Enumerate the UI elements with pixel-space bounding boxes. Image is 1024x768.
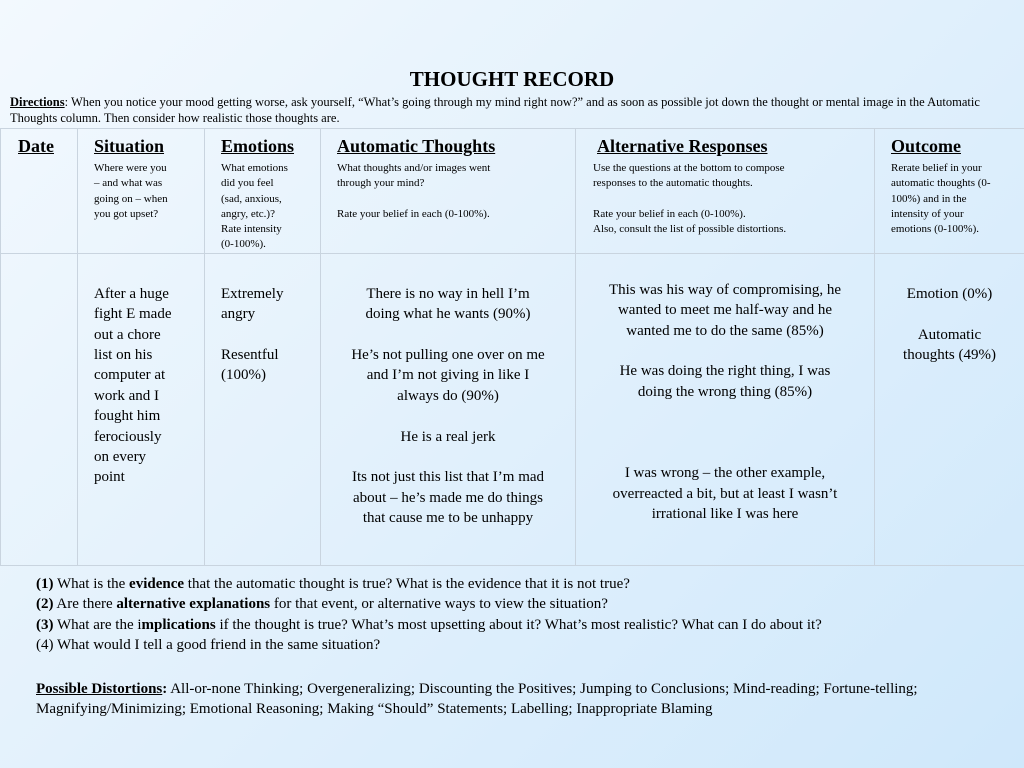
emotions-cell — [205, 253, 321, 565]
situation-value: After a huge fight E made out a chore list on his computer at work and I fought him ferociously on every point — [94, 285, 172, 486]
question-3-text-a: What are the i — [53, 616, 142, 633]
question-3-number: (3) — [36, 616, 54, 633]
emotions-header: Emotions — [221, 136, 295, 156]
situation-cell — [78, 253, 205, 565]
header-row — [1, 129, 1024, 254]
distortions-label: Possible Distortions — [36, 681, 163, 697]
thought-record-table — [0, 128, 1024, 566]
possible-distortions — [36, 679, 1024, 720]
outcome-description: Rerate belief in your automatic thoughts (0- 100%) and in the intensity of your emotions (0-100%). — [891, 162, 991, 236]
question-4: (4) What would I tell a good friend in the same situation? — [36, 637, 381, 654]
alternative-responses-description: Use the questions at the bottom to compose responses to the automatic thoughts. Rate your belief in each (0-100%). Also, consult the list of possible distortions. — [593, 162, 787, 236]
question-1-text-b: that the automatic thought is true? What is the evidence that it is not true? — [184, 576, 630, 592]
automatic-thoughts-cell — [321, 253, 576, 565]
distortions-line-1 — [36, 679, 1024, 699]
question-2-text-b: for that event, or alternative ways to view the situation? — [270, 596, 608, 613]
question-2-number: (2) — [36, 596, 54, 613]
distortions-list-2: Magnifying/Minimizing; Emotional Reasoning; Making “Should” Statements; Labelling; Inappropriate Blaming — [36, 701, 713, 718]
situation-header-cell — [78, 129, 205, 254]
date-cell — [1, 253, 78, 565]
situation-description: Where were you – and what was going on – when you got upset? — [94, 162, 168, 220]
date-header: Date — [18, 136, 54, 156]
alternative-responses-header-cell — [576, 129, 875, 254]
question-2 — [36, 594, 1024, 614]
alternative-responses-cell — [576, 253, 875, 565]
date-header-cell — [1, 129, 78, 254]
alternative-responses-value: This was his way of compromising, he wanted to meet me half-way and he wanted me to do the same (85%) He was doing the right thing, I was doing the wrong thing (85%) I was wrong – the other example, overreacted a bit, but at least I wasn’t irrational like I was here — [608, 281, 842, 523]
question-1-text-a: What is the — [53, 576, 130, 592]
automatic-thoughts-value: There is no way in hell I’m doing what he wants (90%) He’s not pulling one over on me and I’m not giving in like I always do (90%) He is a real jerk Its not just this list that I’m mad about – he’s made me do things that cause me to be unhappy — [351, 285, 545, 527]
question-1-number: (1) — [36, 576, 54, 592]
question-1 — [36, 574, 1024, 594]
automatic-thoughts-header: Automatic Thoughts — [337, 136, 496, 156]
distortions-list-1: All-or-none Thinking; Overgeneralizing; Discounting the Positives; Jumping to Conclusions; Mind-reading; Fortune-telling; — [167, 681, 918, 697]
alternative-responses-header: Alternative Responses — [597, 136, 768, 156]
question-2-text-a: Are there — [53, 596, 117, 613]
directions-text: : When you notice your mood getting worse, ask yourself, “What’s going through my mind right now?” and as soon as possible jot down the thought or mental image in the Automatic Thoughts column. Then consider how realistic those thoughts are. — [10, 95, 980, 125]
guiding-questions — [36, 574, 1024, 656]
automatic-thoughts-description: What thoughts and/or images went through your mind? Rate your belief in each (0-100%). — [337, 162, 491, 220]
question-3-keyword: mplications — [141, 616, 216, 633]
automatic-thoughts-header-cell — [321, 129, 576, 254]
emotions-value: Extremely angry Resentful (100%) — [221, 285, 284, 384]
emotions-header-cell — [205, 129, 321, 254]
question-1-keyword: evidence — [129, 576, 185, 592]
distortions-colon: : — [162, 681, 168, 697]
outcome-value: Emotion (0%) Automatic thoughts (49%) — [903, 285, 996, 363]
outcome-cell — [875, 253, 1024, 565]
question-2-keyword: alternative explanations — [116, 596, 271, 613]
situation-header: Situation — [94, 136, 165, 156]
directions-label: Directions — [10, 95, 65, 109]
outcome-header-cell — [875, 129, 1024, 254]
page-title: THOUGHT RECORD — [409, 67, 615, 91]
question-3 — [36, 615, 1024, 635]
question-3-text-b: if the thought is true? What’s most upsetting about it? What’s most realistic? What can I do about it? — [215, 616, 822, 633]
outcome-header: Outcome — [891, 136, 961, 156]
emotions-description: What emotions did you feel (sad, anxious, angry, etc.)? Rate intensity (0-100%). — [221, 162, 288, 251]
directions — [10, 94, 1010, 126]
entry-row — [1, 253, 1024, 565]
